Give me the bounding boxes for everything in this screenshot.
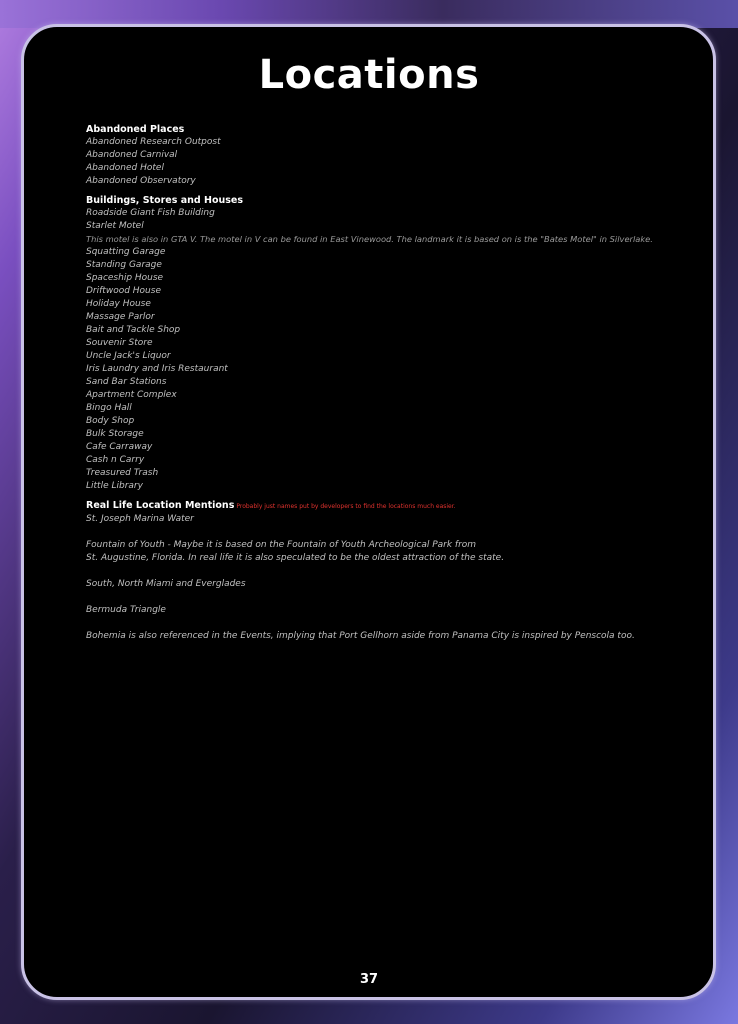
list-item: Sand Bar Stations <box>86 377 167 387</box>
section-heading-real-life-label: Real Life Location Mentions <box>86 500 235 511</box>
list-item: Starlet Motel <box>86 221 144 231</box>
spacer <box>86 591 686 604</box>
page-title: Locations <box>258 52 480 98</box>
section-heading-real-life <box>86 499 686 513</box>
section-heading-buildings: Buildings, Stores and Houses <box>86 195 243 206</box>
list-item: Bait and Tackle Shop <box>86 325 181 335</box>
red-annotation: Probably just names put by developers to find the locations much easier. <box>236 503 456 510</box>
list-item: Apartment Complex <box>86 390 177 400</box>
list-item: Holiday House <box>86 299 151 309</box>
list-item: Fountain of Youth - Maybe it is based on the Fountain of Youth Archeological Park from <box>86 540 477 550</box>
page-number: 37 <box>359 972 379 987</box>
list-item: Body Shop <box>86 416 135 426</box>
list-item: Squatting Garage <box>86 247 166 257</box>
spacer <box>86 565 686 578</box>
spacer <box>86 526 686 539</box>
spacer <box>86 617 686 630</box>
list-item: Standing Garage <box>86 260 162 270</box>
list-item: Abandoned Research Outpost <box>86 137 221 147</box>
list-item: Uncle Jack's Liquor <box>86 351 171 361</box>
list-item: Spaceship House <box>86 273 164 283</box>
list-item: Abandoned Carnival <box>86 150 178 160</box>
list-item: Abandoned Hotel <box>86 163 164 173</box>
list-item: St. Joseph Marina Water <box>86 514 194 524</box>
list-item: Roadside Giant Fish Building <box>86 208 215 218</box>
list-item: Bulk Storage <box>86 429 144 439</box>
section-heading-abandoned: Abandoned Places <box>86 124 185 135</box>
list-item: Bingo Hall <box>86 403 132 413</box>
list-item: Bohemia is also referenced in the Events, implying that Port Gellhorn aside from Panama City is inspired by Penscola too. <box>86 631 635 641</box>
list-item: Driftwood House <box>86 286 161 296</box>
list-item: Souvenir Store <box>86 338 153 348</box>
list-item: St. Augustine, Florida. In real life it is also speculated to be the oldest attraction of the state. <box>86 553 505 563</box>
list-item: Treasured Trash <box>86 468 159 478</box>
list-item: Abandoned Observatory <box>86 176 196 186</box>
list-item: Iris Laundry and Iris Restaurant <box>86 364 228 374</box>
list-item: Little Library <box>86 481 143 491</box>
list-item: Cafe Carraway <box>86 442 153 452</box>
list-item: Bermuda Triangle <box>86 605 166 615</box>
list-item: South, North Miami and Everglades <box>86 579 246 589</box>
list-item-note: This motel is also in GTA V. The motel in V can be found in East Vinewood. The landmark it is based on is the "Bates Motel" in Silverlake. <box>86 234 653 244</box>
list-item: Cash n Carry <box>86 455 145 465</box>
content-area <box>86 123 686 643</box>
list-item: Massage Parlor <box>86 312 155 322</box>
